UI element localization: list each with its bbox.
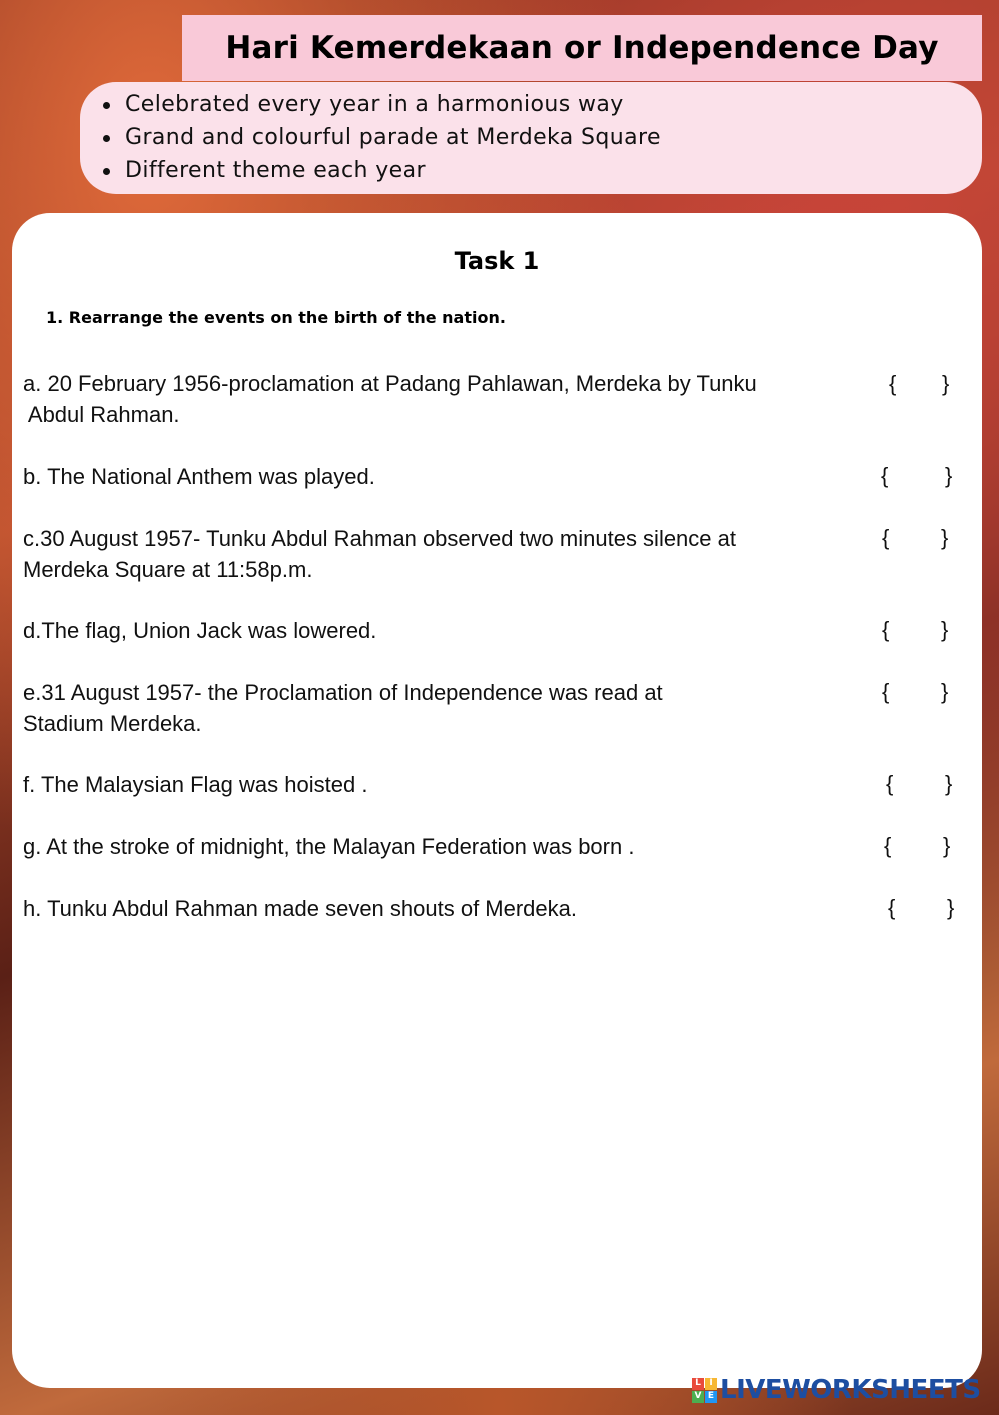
answer-close-brace: } [943, 833, 951, 858]
answer-open-brace: { [886, 771, 894, 796]
event-item-e [23, 677, 873, 739]
event-item-f [23, 769, 873, 800]
event-text-line1: d.The flag, Union Jack was lowered. [23, 618, 377, 643]
task-title: Task 1 [454, 247, 540, 275]
answer-close-brace: } [941, 679, 949, 704]
event-item-g [23, 831, 873, 862]
answer-slot-f[interactable] [901, 769, 943, 799]
answer-slot-d[interactable] [897, 615, 939, 645]
answer-slot-b[interactable] [896, 461, 942, 491]
event-item-h [23, 893, 873, 924]
event-item-d [23, 615, 873, 646]
logo-mark-cell: L [692, 1378, 704, 1390]
answer-slot-c[interactable] [897, 523, 939, 553]
title-banner [182, 15, 982, 81]
bullet-box [80, 82, 982, 194]
answer-close-brace: } [945, 771, 953, 796]
bullet-item: Celebrated every year in a harmonious way [125, 88, 982, 121]
page-title: Hari Kemerdekaan or Independence Day [225, 30, 939, 66]
answer-close-brace: } [942, 371, 950, 396]
bullet-item: Different theme each year [125, 154, 982, 187]
answer-slot-g[interactable] [899, 831, 941, 861]
answer-slot-a[interactable] [904, 369, 940, 399]
event-text-line1: g. At the stroke of midnight, the Malayan Federation was born . [23, 834, 635, 859]
answer-open-brace: { [882, 525, 890, 550]
answer-close-brace: } [941, 617, 949, 642]
task-instruction: 1. Rearrange the events on the birth of the nation. [46, 308, 506, 327]
logo-mark-cell: E [705, 1391, 717, 1403]
event-text-line1: e.31 August 1957- the Proclamation of Independence was read at [23, 680, 663, 705]
answer-open-brace: { [882, 679, 890, 704]
event-text-line1: a. 20 February 1956-proclamation at Padang Pahlawan, Merdeka by Tunku [23, 371, 757, 396]
answer-open-brace: { [882, 617, 890, 642]
answer-slot-h[interactable] [903, 893, 945, 923]
event-text-line2: Merdeka Square at 11:58p.m. [23, 557, 313, 582]
answer-open-brace: { [889, 371, 897, 396]
event-item-c [23, 523, 873, 585]
answer-close-brace: } [941, 525, 949, 550]
logo-mark-cell: V [692, 1391, 704, 1403]
task-card [12, 213, 982, 1388]
answer-close-brace: } [945, 463, 953, 488]
event-item-b [23, 461, 873, 492]
answer-open-brace: { [884, 833, 892, 858]
answer-open-brace: { [881, 463, 889, 488]
logo-text: LIVEWORKSHEETS [720, 1375, 981, 1405]
bullet-item: Grand and colourful parade at Merdeka Square [125, 121, 982, 154]
event-item-a [23, 368, 873, 430]
event-text-line2: Abdul Rahman. [23, 402, 180, 427]
bullet-list [125, 88, 982, 187]
liveworksheets-logo [692, 1375, 981, 1405]
answer-close-brace: } [947, 895, 955, 920]
event-text-line2: Stadium Merdeka. [23, 711, 202, 736]
event-text-line1: h. Tunku Abdul Rahman made seven shouts of Merdeka. [23, 896, 577, 921]
logo-mark-icon [692, 1378, 717, 1403]
event-text-line1: b. The National Anthem was played. [23, 464, 375, 489]
event-text-line1: f. The Malaysian Flag was hoisted . [23, 772, 368, 797]
answer-slot-e[interactable] [897, 677, 939, 707]
logo-mark-cell: I [705, 1378, 717, 1390]
event-text-line1: c.30 August 1957- Tunku Abdul Rahman observed two minutes silence at [23, 526, 736, 551]
answer-open-brace: { [888, 895, 896, 920]
